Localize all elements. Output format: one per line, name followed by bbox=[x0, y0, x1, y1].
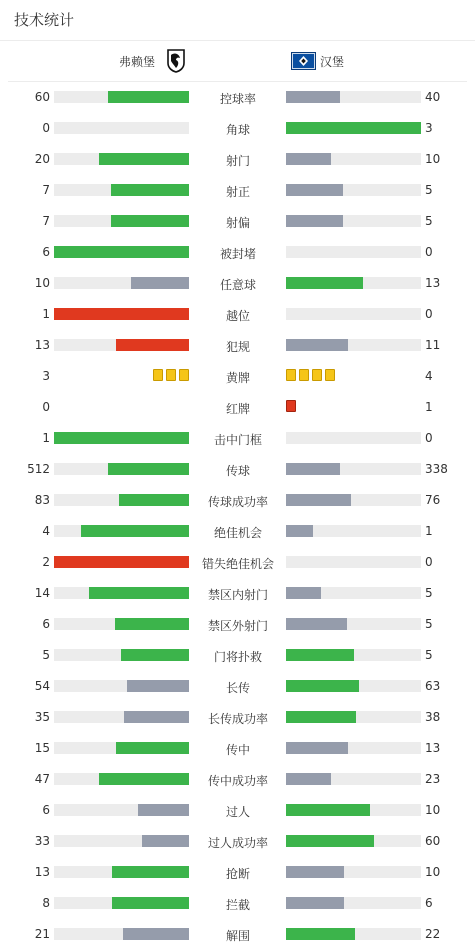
home-bar-fill bbox=[124, 711, 189, 723]
away-value: 60 bbox=[425, 834, 441, 848]
stat-label: 传中成功率 bbox=[207, 774, 268, 788]
away-bar bbox=[286, 246, 421, 258]
home-bar-fill bbox=[111, 184, 189, 196]
away-bar-fill bbox=[286, 680, 359, 692]
away-value: 0 bbox=[425, 431, 433, 445]
yellow-card-icon bbox=[166, 369, 176, 381]
stat-row bbox=[0, 144, 475, 175]
home-bar bbox=[54, 308, 189, 320]
away-value: 23 bbox=[425, 772, 441, 786]
home-value: 21 bbox=[34, 927, 50, 941]
away-bar bbox=[286, 277, 421, 289]
away-bar bbox=[286, 587, 421, 599]
away-value: 5 bbox=[425, 183, 433, 197]
home-value: 0 bbox=[42, 121, 50, 135]
away-bar bbox=[286, 122, 421, 134]
away-bar bbox=[286, 835, 421, 847]
yellow-card-icon bbox=[153, 369, 163, 381]
away-team-logo-icon bbox=[291, 52, 316, 70]
home-value: 1 bbox=[42, 307, 50, 321]
away-value: 63 bbox=[425, 679, 441, 693]
away-value: 38 bbox=[425, 710, 441, 724]
stat-label: 射偏 bbox=[225, 216, 250, 230]
stat-label: 过人成功率 bbox=[207, 836, 268, 850]
away-value: 10 bbox=[425, 803, 441, 817]
away-bar bbox=[286, 773, 421, 785]
home-bar-fill bbox=[54, 432, 189, 444]
home-bar-fill bbox=[99, 773, 189, 785]
red-card-icon bbox=[286, 400, 296, 412]
home-value: 54 bbox=[34, 679, 50, 693]
home-bar bbox=[54, 556, 189, 568]
stat-label: 绝佳机会 bbox=[213, 526, 262, 540]
away-bar bbox=[286, 680, 421, 692]
stat-label: 射门 bbox=[225, 154, 250, 168]
away-value: 1 bbox=[425, 400, 433, 414]
stat-row bbox=[0, 547, 475, 578]
home-bar-fill bbox=[119, 494, 189, 506]
home-bar bbox=[54, 649, 189, 661]
home-bar-fill bbox=[89, 587, 189, 599]
stat-label: 传球成功率 bbox=[207, 495, 268, 509]
stat-row bbox=[0, 175, 475, 206]
stat-label: 门将扑救 bbox=[213, 650, 262, 664]
away-bar-fill bbox=[286, 897, 344, 909]
stat-row bbox=[0, 640, 475, 671]
away-value: 22 bbox=[425, 927, 441, 941]
away-value: 4 bbox=[425, 369, 433, 383]
away-bar-fill bbox=[286, 277, 363, 289]
home-bar-fill bbox=[54, 246, 189, 258]
home-bar-fill bbox=[54, 308, 189, 320]
home-bar bbox=[54, 246, 189, 258]
stat-row bbox=[0, 733, 475, 764]
stat-row bbox=[0, 609, 475, 640]
away-value: 5 bbox=[425, 586, 433, 600]
stat-row bbox=[0, 485, 475, 516]
home-value: 4 bbox=[42, 524, 50, 538]
home-bar-fill bbox=[123, 928, 189, 940]
stat-label: 长传成功率 bbox=[207, 712, 268, 726]
home-value: 7 bbox=[42, 183, 50, 197]
home-value: 6 bbox=[42, 245, 50, 259]
away-value: 5 bbox=[425, 214, 433, 228]
home-value: 10 bbox=[34, 276, 50, 290]
away-value: 10 bbox=[425, 152, 441, 166]
away-bar-fill bbox=[286, 773, 331, 785]
stat-label: 红牌 bbox=[225, 402, 250, 416]
away-bar bbox=[286, 897, 421, 909]
stat-label: 控球率 bbox=[219, 92, 256, 106]
stat-label: 长传 bbox=[225, 681, 250, 695]
home-value: 8 bbox=[42, 896, 50, 910]
away-value: 3 bbox=[425, 121, 433, 135]
away-bar bbox=[286, 866, 421, 878]
home-bar-fill bbox=[111, 215, 189, 227]
away-value: 338 bbox=[425, 462, 448, 476]
yellow-card-icon bbox=[325, 369, 335, 381]
away-value: 13 bbox=[425, 741, 441, 755]
stat-label: 越位 bbox=[225, 309, 250, 323]
home-bar bbox=[54, 184, 189, 196]
home-value: 5 bbox=[42, 648, 50, 662]
away-value: 0 bbox=[425, 307, 433, 321]
stat-row bbox=[0, 113, 475, 144]
home-bar bbox=[54, 432, 189, 444]
stat-label: 角球 bbox=[225, 123, 250, 137]
home-value: 60 bbox=[34, 90, 50, 104]
home-bar bbox=[54, 804, 189, 816]
away-cards bbox=[286, 369, 335, 382]
away-bar-fill bbox=[286, 742, 348, 754]
home-value: 1 bbox=[42, 431, 50, 445]
stat-label: 过人 bbox=[225, 805, 250, 819]
away-bar-fill bbox=[286, 494, 351, 506]
away-bar-fill bbox=[286, 928, 355, 940]
stat-row bbox=[0, 454, 475, 485]
away-value: 6 bbox=[425, 896, 433, 910]
home-bar bbox=[54, 463, 189, 475]
away-value: 0 bbox=[425, 245, 433, 259]
home-value: 33 bbox=[34, 834, 50, 848]
yellow-card-icon bbox=[286, 369, 296, 381]
home-bar-fill bbox=[108, 91, 189, 103]
stat-label: 被封堵 bbox=[219, 247, 256, 261]
away-value: 76 bbox=[425, 493, 441, 507]
home-value: 13 bbox=[34, 338, 50, 352]
stat-label: 传球 bbox=[225, 464, 250, 478]
away-bar bbox=[286, 432, 421, 444]
home-bar-fill bbox=[108, 463, 189, 475]
home-bar bbox=[54, 91, 189, 103]
stat-label: 错失绝佳机会 bbox=[201, 557, 274, 571]
home-bar bbox=[54, 711, 189, 723]
home-value: 512 bbox=[27, 462, 50, 476]
away-bar-fill bbox=[286, 835, 374, 847]
away-bar-fill bbox=[286, 339, 348, 351]
stat-row bbox=[0, 299, 475, 330]
home-value: 14 bbox=[34, 586, 50, 600]
home-team-logo-icon bbox=[167, 49, 185, 73]
home-value: 13 bbox=[34, 865, 50, 879]
away-bar-fill bbox=[286, 711, 356, 723]
away-bar-fill bbox=[286, 215, 343, 227]
stat-label: 黄牌 bbox=[225, 371, 250, 385]
away-bar-fill bbox=[286, 463, 340, 475]
home-bar-fill bbox=[115, 618, 189, 630]
home-bar-fill bbox=[112, 866, 189, 878]
yellow-card-icon bbox=[299, 369, 309, 381]
away-bar bbox=[286, 804, 421, 816]
yellow-card-icon bbox=[312, 369, 322, 381]
stat-label: 抢断 bbox=[225, 867, 250, 881]
home-bar-fill bbox=[131, 277, 189, 289]
away-bar-fill bbox=[286, 804, 370, 816]
stat-row bbox=[0, 516, 475, 547]
away-value: 40 bbox=[425, 90, 441, 104]
away-bar-fill bbox=[286, 618, 347, 630]
stats-list bbox=[0, 82, 475, 950]
away-value: 13 bbox=[425, 276, 441, 290]
away-bar bbox=[286, 556, 421, 568]
home-bar-fill bbox=[121, 649, 189, 661]
stat-row bbox=[0, 82, 475, 113]
home-value: 0 bbox=[42, 400, 50, 414]
yellow-card-icon bbox=[179, 369, 189, 381]
away-bar bbox=[286, 618, 421, 630]
home-bar bbox=[54, 339, 189, 351]
home-value: 83 bbox=[34, 493, 50, 507]
away-bar bbox=[286, 649, 421, 661]
home-bar-fill bbox=[116, 339, 189, 351]
home-value: 6 bbox=[42, 803, 50, 817]
stat-row bbox=[0, 795, 475, 826]
away-bar bbox=[286, 494, 421, 506]
home-bar bbox=[54, 866, 189, 878]
stat-label: 解围 bbox=[225, 929, 250, 943]
home-bar bbox=[54, 835, 189, 847]
home-bar bbox=[54, 928, 189, 940]
stat-row bbox=[0, 578, 475, 609]
stat-label: 击中门框 bbox=[213, 433, 262, 447]
away-value: 11 bbox=[425, 338, 441, 352]
stat-row bbox=[0, 671, 475, 702]
stat-row bbox=[0, 361, 475, 392]
home-bar bbox=[54, 773, 189, 785]
home-bar-fill bbox=[138, 804, 189, 816]
home-bar-fill bbox=[81, 525, 189, 537]
stat-row bbox=[0, 826, 475, 857]
away-bar-fill bbox=[286, 184, 343, 196]
home-bar bbox=[54, 742, 189, 754]
home-bar-fill bbox=[142, 835, 189, 847]
away-bar bbox=[286, 463, 421, 475]
home-bar-fill bbox=[112, 897, 189, 909]
stat-label: 传中 bbox=[225, 743, 250, 757]
away-bar bbox=[286, 928, 421, 940]
home-value: 20 bbox=[34, 152, 50, 166]
away-bar bbox=[286, 215, 421, 227]
stat-row bbox=[0, 206, 475, 237]
away-bar-fill bbox=[286, 525, 313, 537]
home-bar bbox=[54, 587, 189, 599]
home-bar bbox=[54, 122, 189, 134]
home-value: 2 bbox=[42, 555, 50, 569]
home-bar bbox=[54, 680, 189, 692]
home-team-name: 弗赖堡 bbox=[118, 55, 155, 69]
away-bar bbox=[286, 339, 421, 351]
away-team-name: 汉堡 bbox=[320, 55, 345, 69]
stat-label: 禁区内射门 bbox=[207, 588, 268, 602]
home-value: 6 bbox=[42, 617, 50, 631]
stat-label: 拦截 bbox=[225, 898, 250, 912]
stat-row bbox=[0, 392, 475, 423]
home-bar-fill bbox=[99, 153, 189, 165]
stat-label: 射正 bbox=[225, 185, 250, 199]
away-value: 5 bbox=[425, 617, 433, 631]
home-value: 35 bbox=[34, 710, 50, 724]
stat-row bbox=[0, 702, 475, 733]
teams-header bbox=[8, 41, 467, 82]
away-bar-fill bbox=[286, 649, 354, 661]
home-cards bbox=[153, 369, 189, 382]
section-title: 技术统计 bbox=[0, 0, 475, 41]
away-bar bbox=[286, 711, 421, 723]
home-bar bbox=[54, 215, 189, 227]
away-cards bbox=[286, 400, 296, 413]
home-bar-fill bbox=[127, 680, 189, 692]
stat-row bbox=[0, 423, 475, 454]
away-bar-fill bbox=[286, 153, 331, 165]
away-value: 5 bbox=[425, 648, 433, 662]
away-bar-fill bbox=[286, 866, 344, 878]
away-bar bbox=[286, 91, 421, 103]
home-value: 15 bbox=[34, 741, 50, 755]
home-value: 47 bbox=[34, 772, 50, 786]
away-bar bbox=[286, 525, 421, 537]
stat-row bbox=[0, 857, 475, 888]
stat-row bbox=[0, 268, 475, 299]
stat-row bbox=[0, 888, 475, 919]
home-value: 3 bbox=[42, 369, 50, 383]
away-value: 1 bbox=[425, 524, 433, 538]
away-bar bbox=[286, 153, 421, 165]
home-bar-fill bbox=[116, 742, 189, 754]
stat-row bbox=[0, 919, 475, 950]
away-value: 10 bbox=[425, 865, 441, 879]
stat-row bbox=[0, 330, 475, 361]
stat-label: 禁区外射门 bbox=[207, 619, 268, 633]
away-bar bbox=[286, 184, 421, 196]
away-bar bbox=[286, 742, 421, 754]
stat-label: 任意球 bbox=[219, 278, 256, 292]
home-bar bbox=[54, 494, 189, 506]
home-bar bbox=[54, 153, 189, 165]
stat-row bbox=[0, 764, 475, 795]
home-bar bbox=[54, 897, 189, 909]
home-bar bbox=[54, 277, 189, 289]
away-value: 0 bbox=[425, 555, 433, 569]
stat-label: 犯规 bbox=[225, 340, 250, 354]
home-bar-fill bbox=[54, 556, 189, 568]
home-bar bbox=[54, 618, 189, 630]
away-bar-fill bbox=[286, 122, 421, 134]
away-bar bbox=[286, 308, 421, 320]
away-bar-fill bbox=[286, 91, 340, 103]
home-bar bbox=[54, 525, 189, 537]
stat-row bbox=[0, 237, 475, 268]
home-value: 7 bbox=[42, 214, 50, 228]
away-bar-fill bbox=[286, 587, 321, 599]
